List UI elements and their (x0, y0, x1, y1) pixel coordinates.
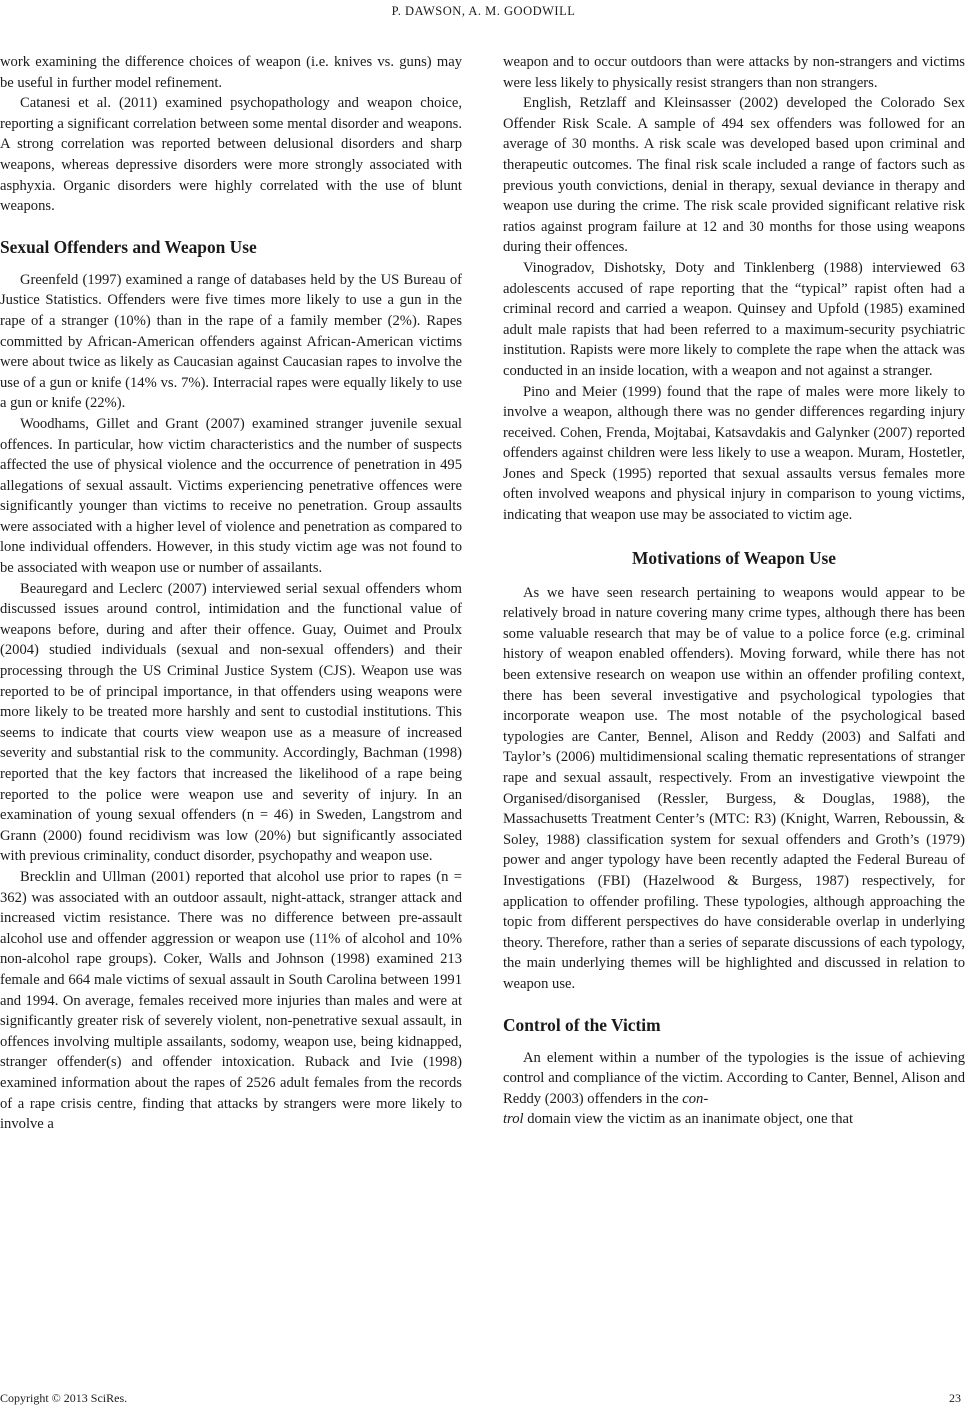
paragraph: English, Retzlaff and Kleinsasser (2002) developed the Colorado Sex Offender Risk Scale. A sample of 494 sex offenders was followed for an average of 30 months. A risk scale was developed based upon criminal and therapeutic outcomes. The final risk scale included a range of factors such as previous youth convictions, denial in therapy, sexual deviance in therapy and weapon use during the crime. The risk scale provided significant relative risk ratios against program failure at 12 and 30 months for those using weapons during their offences. (503, 95, 965, 256)
right-column (503, 52, 965, 1130)
paragraph: As we have seen research pertaining to weapons would appear to be relatively broad in nature covering many crime types, although there has been some valuable research that may be of value to a police force (e.g. criminal history of weapon enabled offenders). Moving forward, while there has not been extensive research on weapon use within an offender profiling context, there has been several investigative and psychological typologies that incorporate weapon use. The most notable of the psychological based typologies are Canter, Bennel, Alison and Reddy (2003) and Salfati and Taylor’s (2006) multidimensional scaling thematic representations of stranger rape and sexual assault, respectively. From an investigative viewpoint the Organised/disorganised (Ressler, Burgess, & Douglas, 1988), the Massachusetts Treatment Center’s (MTC: R3) (Knight, Warren, Reboussin, & Soley, 1988) classification system for sexual offenders and Groth’s (1979) power and anger typology have been recently adapted the Federal Bureau of Investigations (FBI) (Hazelwood & Burgess, 1987) respectively, for application to offender profiling. These typologies, although approaching the topic from different perspectives do have considerable overlap in underlying theory. Therefore, rather than a series of separate discussions of each typology, the main underlying themes will be highlighted and discussed in relation to weapon use. (503, 584, 965, 992)
text-run: domain view the victim as an inanimate object, one that (523, 1111, 854, 1128)
page-number: 23 (949, 1391, 961, 1405)
running-head: P. DAWSON, A. M. GOODWILL (391, 4, 576, 18)
paragraph (503, 1048, 965, 1130)
paragraph: work examining the difference choices of weapon (i.e. knives vs. guns) may be useful in further model refinement. (0, 54, 462, 91)
italic-term: con- (682, 1090, 709, 1107)
left-column (0, 52, 462, 1135)
paragraph: weapon and to occur outdoors than were attacks by non-strangers and victims were less likely to physically resist strangers than non strangers. (503, 54, 965, 91)
subsection-heading: Control of the Victim (503, 1014, 661, 1035)
copyright-notice: Copyright © 2013 SciRes. (0, 1391, 128, 1405)
italic-term: trol (503, 1111, 524, 1128)
paragraph: Beauregard and Leclerc (2007) interviewed serial sexual offenders whom discussed issues around control, intimidation and the functional value of weapons before, during and after their offence. Guay, Ouimet and Proulx (2004) studied individuals (sexual and non-sexual offenders) and their processing through the US Criminal Justice System (CJS). Weapon use was reported to be of principal importance, in that offenders using weapons were more likely to be treated more harshly and sent to custodial institutions. This seems to indicate that courts view weapon use as a measure of increased severity and substantial risk to the community. Accordingly, Bachman (1998) reported that the key factors that increased the likelihood of a rape being reported to the police were weapon use and severity of injury. In an examination of young sexual offenders (n = 46) in Sweden, Langstrom and Grann (2000) found recidivism was low (20%) but significantly associated with previous criminality, conduct disorder, psychopathy and weapon use. (0, 580, 462, 865)
paragraph: Catanesi et al. (2011) examined psychopathology and weapon choice, reporting a significant correlation between some mental disorder and weapons. A strong correlation was reported between delusional disorders and sharp weapons, whereas depressive disorders were more strongly associated with asphyxia. Organic disorders were highly correlated with the use of blunt weapons. (0, 95, 462, 215)
paragraph: Pino and Meier (1999) found that the rape of males were more likely to involve a weapon, although there was no gender differences regarding injury received. Cohen, Frenda, Mojtabai, Katsavdakis and Galynker (2007) reported offenders against children were less likely to use a weapon. Muram, Hostetler, Jones and Speck (1995) reported that sexual assaults versus females more often involved weapons and physical injury in comparison to young victims, indicating that weapon use may be associated to victim age. (503, 383, 965, 524)
paragraph: Brecklin and Ullman (2001) reported that alcohol use prior to rapes (n = 362) was associated with an outdoor assault, night-attack, stranger attack and increased victim resistance. There was no difference between pre-assault alcohol use and offender aggression or weapon use (11% of alcohol and 10% non-alcohol rape groups). Coker, Walls and Johnson (1998) examined 213 female and 664 male victims of sexual assault in South Carolina between 1991 and 1994. On average, females received more injuries than males and were at significantly greater risk of severely violent, non-penetrative sexual assault, in offences involving multiple assailants, sodomy, weapon use, being kidnapped, stranger offender(s) and offender intoxication. Ruback and Ivie (1998) examined information about the rapes of 2526 adult females from the records of a rape crisis centre, finding that attacks by strangers were more likely to involve a (0, 868, 462, 1133)
paragraph: Vinogradov, Dishotsky, Doty and Tinklenberg (1988) interviewed 63 adolescents accused of rape reporting that the “typical” rapist often had a criminal record and carried a weapon. Quinsey and Upfold (1985) examined adult male rapists that had been referred to a maximum-security psychiatric institution. Rapists were more likely to complete the rape when the attack was conducted in an inside location, with a weapon and not against a stranger. (503, 259, 965, 379)
paragraph: Greenfeld (1997) examined a range of databases held by the US Bureau of Justice Statistics. Offenders were five times more likely to use a gun in the rape of a stranger (10%) than in the rape of a family member (2%). Rapes committed by African-American offenders against African-American victims were about twice as likely as Caucasian against Caucasian rapes to involve the use of a gun or knife (14% vs. 7%). Interracial rapes were equally likely to use a gun or knife (22%). (0, 271, 462, 412)
text-run: An element within a number of the typologies is the issue of achieving control and compliance of the victim. According to Canter, Bennel, Alison and Reddy (2003) offenders in the (503, 1049, 965, 1107)
paragraph: Woodhams, Gillet and Grant (2007) examined stranger juvenile sexual offences. In particular, how victim characteristics and the number of suspects affected the use of physical violence and the occurrence of penetration in 495 allegations of sexual assault. Victims experiencing penetrative offences were significantly younger than victims to receive no penetration. Group assaults were associated with a higher level of violence and penetration as compared to lone individual offenders. However, in this study victim age was not found to be associated with weapon use or number of assailants. (0, 415, 462, 577)
section-heading: Sexual Offenders and Weapon Use (0, 236, 257, 257)
section-heading: Motivations of Weapon Use (631, 547, 837, 568)
